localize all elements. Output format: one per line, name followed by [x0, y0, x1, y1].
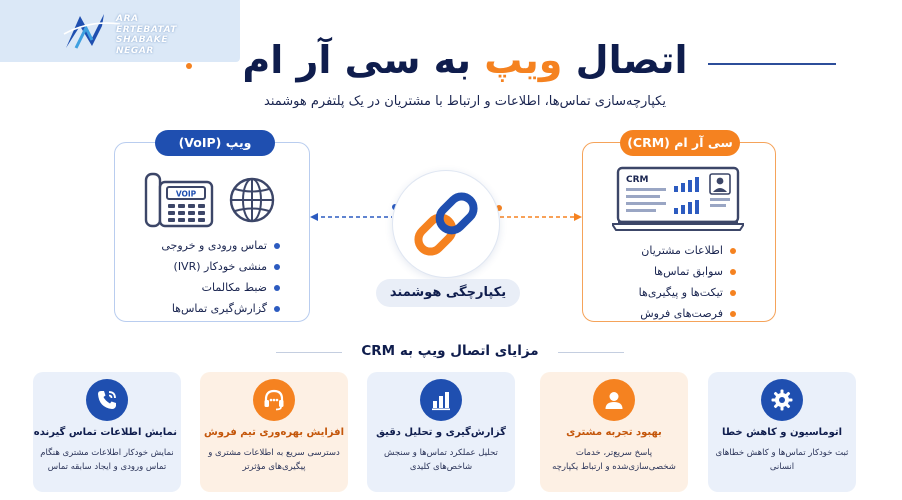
logo-badge [0, 0, 240, 62]
bullet-dot [730, 290, 736, 296]
benefit-card [367, 372, 515, 492]
crm-feature-text: فرصت‌های فروش [640, 307, 723, 320]
page-title [230, 38, 700, 82]
benefit-card [200, 372, 348, 492]
title-part-1: اتصال [575, 38, 688, 82]
logo-line-3: SHABAKE [116, 35, 169, 45]
crm-feature-item [606, 261, 736, 282]
gear-icon [761, 379, 803, 421]
bullet-dot [274, 243, 280, 249]
logo-line-1: ARA [116, 14, 139, 24]
crm-label-pill: سی آر ام (CRM) [620, 130, 740, 156]
crm-feature-text: سوابق تماس‌ها [653, 265, 723, 278]
voip-phone-icon [140, 168, 220, 230]
logo-wordmark [116, 14, 177, 56]
voip-feature-text: منشی خودکار (IVR) [173, 260, 267, 273]
voip-feature-item [140, 277, 280, 298]
benefit-card-title: افزایش بهره‌وری تیم فروش [203, 427, 344, 438]
bullet-dot [730, 248, 736, 254]
title-right-rule [708, 63, 836, 65]
bullet-dot [274, 285, 280, 291]
benefit-card-title: نمایش اطلاعات تماس گیرنده [33, 427, 177, 438]
crm-feature-item [606, 240, 736, 261]
phone-screen-label: VOIP [175, 189, 197, 199]
benefits-rule-left [276, 352, 342, 353]
voip-feature-item [140, 256, 280, 277]
benefit-card-desc: نمایش خودکار اطلاعات مشتری هنگام تماس ورودی و ایجاد سابقه تماس [40, 448, 174, 472]
chain-link-icon [408, 188, 484, 260]
benefit-card-title: اتوماسیون و کاهش خطا [721, 427, 843, 438]
headset-icon [253, 379, 295, 421]
benefit-card-desc: تحلیل عملکرد تماس‌ها و سنجش شاخص‌های کلیدی [384, 448, 498, 472]
crm-feature-text: اطلاعات مشتریان [641, 244, 723, 257]
voip-feature-text: ضبط مکالمات [201, 281, 267, 294]
bullet-dot [274, 264, 280, 270]
benefit-card [708, 372, 856, 492]
voip-feature-text: گزارش‌گیری تماس‌ها [171, 302, 267, 315]
title-part-2: به سی آر ام [242, 38, 471, 82]
benefits-rule-right [558, 352, 624, 353]
user-icon [593, 379, 635, 421]
bullet-dot [274, 306, 280, 312]
logo-mark-icon [62, 10, 122, 52]
crm-feature-text: تیکت‌ها و پیگیری‌ها [638, 286, 723, 299]
benefit-card-desc: پاسخ سریع‌تر، خدمات شخصی‌سازی‌شده و ارتباط یکپارچه [552, 448, 676, 472]
benefit-card [540, 372, 688, 492]
logo-line-2: ERTEBATAT [116, 24, 178, 35]
benefit-card-desc: دسترسی سریع به اطلاعات مشتری و پیگیری‌های مؤثرتر [208, 448, 340, 472]
page-subtitle: یکپارچه‌سازی تماس‌ها، اطلاعات و ارتباط با مشتریان در یک پلتفرم هوشمند [264, 94, 666, 109]
benefits-title: مزایای اتصال ویپ به CRM [361, 343, 539, 359]
phone-call-icon [86, 379, 128, 421]
benefit-card-title: گزارش‌گیری و تحلیل دقیق [376, 427, 506, 438]
title-left-dot [186, 63, 192, 69]
voip-feature-item [140, 298, 280, 319]
benefit-card-desc: ثبت خودکار تماس‌ها و کاهش خطاهای انسانی [715, 448, 849, 472]
integration-label: یکپارچگی هوشمند [376, 279, 520, 307]
crm-feature-list [606, 240, 736, 324]
voip-label-pill: ویپ (VoIP) [155, 130, 275, 156]
benefit-card-title: بهبود تجربه مشتری [566, 427, 662, 438]
crm-feature-item [606, 282, 736, 303]
crm-monitor-icon [612, 166, 744, 232]
voip-feature-item [140, 235, 280, 256]
globe-icon [226, 174, 278, 226]
voip-feature-text: تماس ورودی و خروجی [161, 239, 267, 252]
bullet-dot [730, 269, 736, 275]
benefit-card [33, 372, 181, 492]
logo-line-4: NEGAR [116, 45, 154, 56]
crm-screen-label: CRM [626, 175, 649, 185]
title-accent: ویپ [484, 38, 563, 82]
bullet-dot [730, 311, 736, 317]
crm-feature-item [606, 303, 736, 324]
voip-feature-list [140, 235, 280, 319]
bar-chart-icon [420, 379, 462, 421]
